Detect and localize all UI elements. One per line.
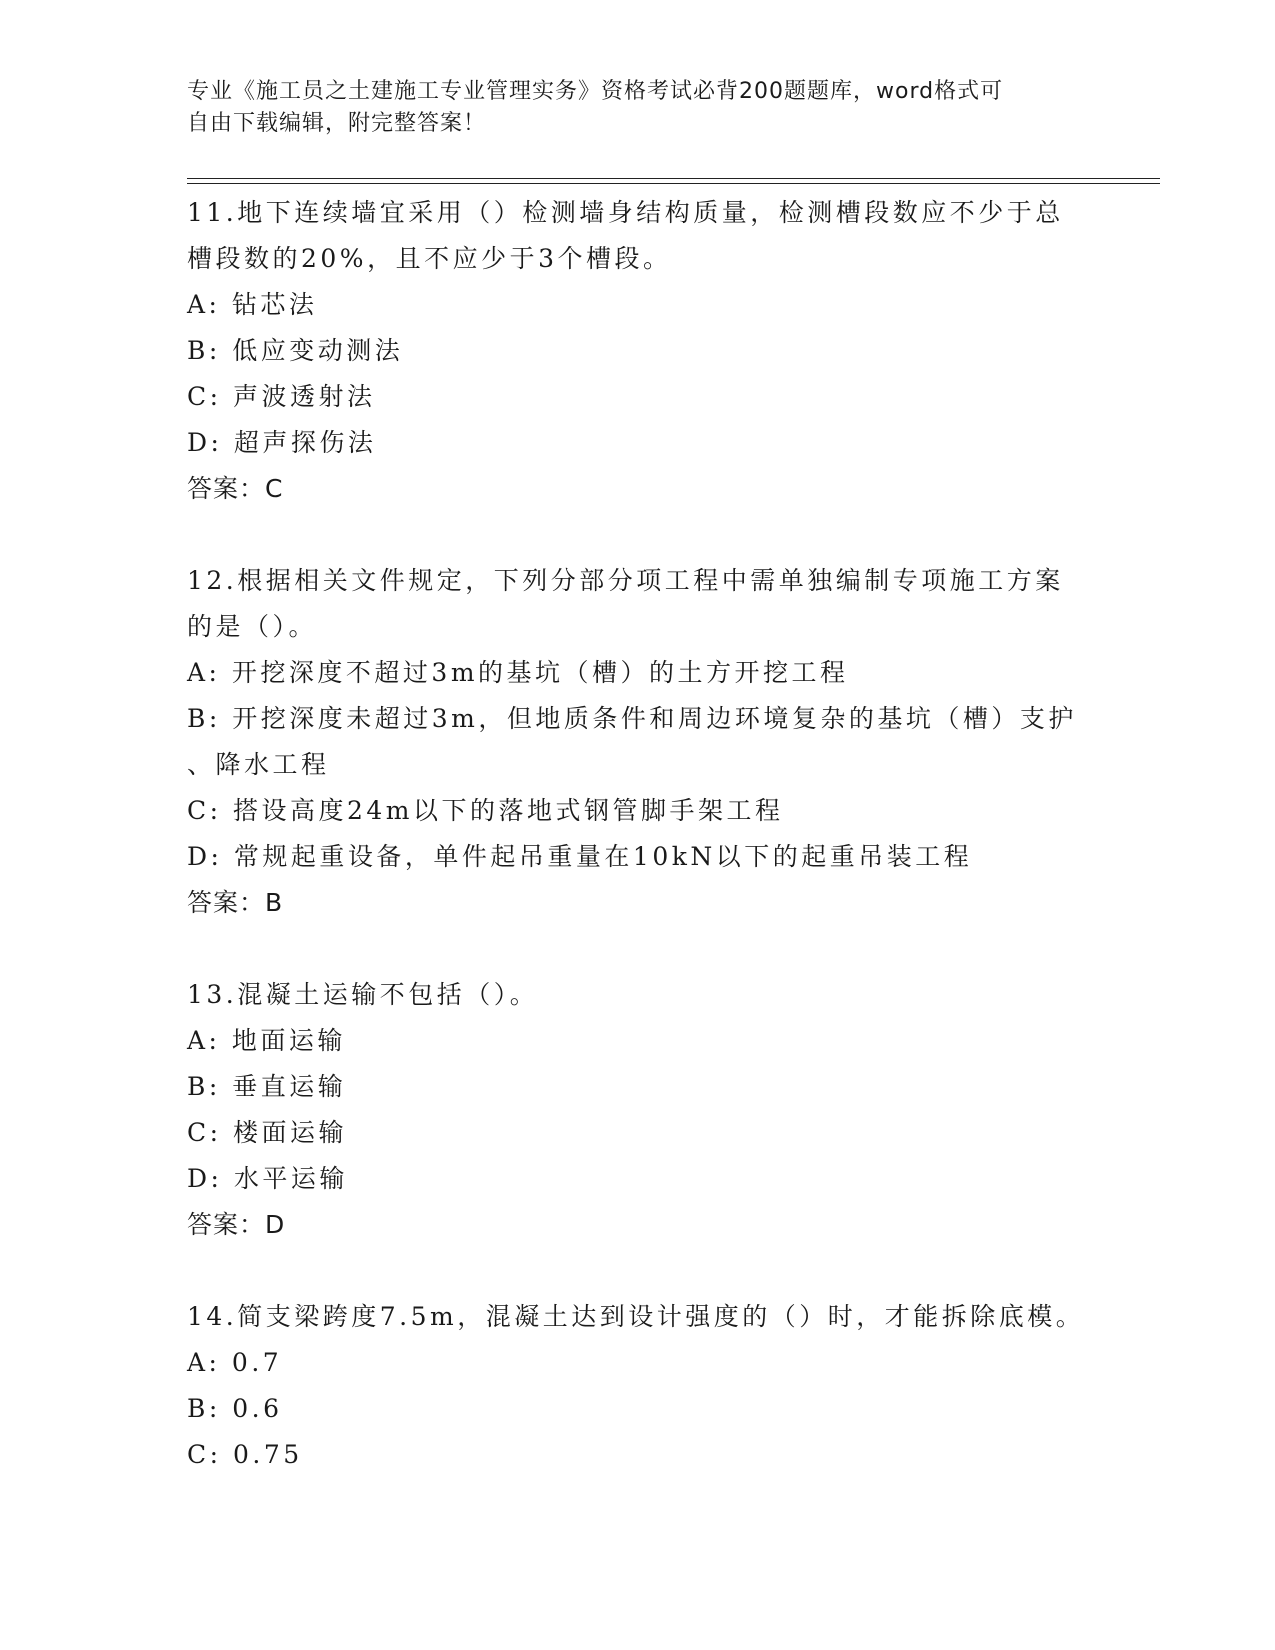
question-stem-line: 14.简支梁跨度7.5m，混凝土达到设计强度的（）时，才能拆除底模。 (187, 1302, 1085, 1331)
header-divider-top (187, 178, 1160, 179)
option-c: C: 0.75 (187, 1440, 303, 1469)
option-c: C: 搭设高度24m以下的落地式钢管脚手架工程 (187, 796, 784, 825)
option-a: A: 地面运输 (187, 1026, 346, 1055)
header-line-1: 专业《施工员之土建施工专业管理实务》资格考试必背200题题库，word格式可 (187, 79, 1004, 104)
option-d: D: 常规起重设备，单件起吊重量在10kN以下的起重吊装工程 (187, 842, 973, 871)
option-b: B: 0.6 (187, 1394, 283, 1423)
question-list (187, 190, 1087, 1524)
option-a: A: 开挖深度不超过3m的基坑（槽）的土方开挖工程 (187, 658, 849, 687)
question-stem-line: 12.根据相关文件规定，下列分部分项工程中需单独编制专项施工方案 (187, 566, 1064, 595)
answer: 答案：D (187, 1210, 286, 1239)
question-stem-line: 槽段数的20%，且不应少于3个槽段。 (187, 244, 672, 273)
option-c: C: 楼面运输 (187, 1118, 347, 1147)
question-stem-line: 13.混凝土运输不包括（）。 (187, 980, 539, 1009)
option-a: A: 钻芯法 (187, 290, 318, 319)
question-stem-line: 的是（）。 (187, 612, 318, 641)
header-divider-bottom (187, 183, 1160, 184)
question-13 (187, 972, 1087, 1248)
answer: 答案：C (187, 474, 284, 503)
question-12 (187, 558, 1087, 926)
question-11 (187, 190, 1087, 512)
document-header (187, 76, 1087, 140)
question-stem-line: 11.地下连续墙宜采用（）检测墙身结构质量，检测槽段数应不少于总 (187, 198, 1064, 227)
question-14 (187, 1294, 1087, 1478)
option-b: B: 垂直运输 (187, 1072, 347, 1101)
option-a: A: 0.7 (187, 1348, 283, 1377)
option-c: C: 声波透射法 (187, 382, 376, 411)
option-b: B: 开挖深度未超过3m，但地质条件和周边环境复杂的基坑（槽）支护 (187, 704, 1077, 733)
option-b: B: 低应变动测法 (187, 336, 404, 365)
option-b-continued: 、降水工程 (187, 750, 330, 779)
answer: 答案：B (187, 888, 284, 917)
option-d: D: 超声探伤法 (187, 428, 377, 457)
header-line-2: 自由下载编辑，附完整答案！ (187, 111, 487, 136)
option-d: D: 水平运输 (187, 1164, 348, 1193)
